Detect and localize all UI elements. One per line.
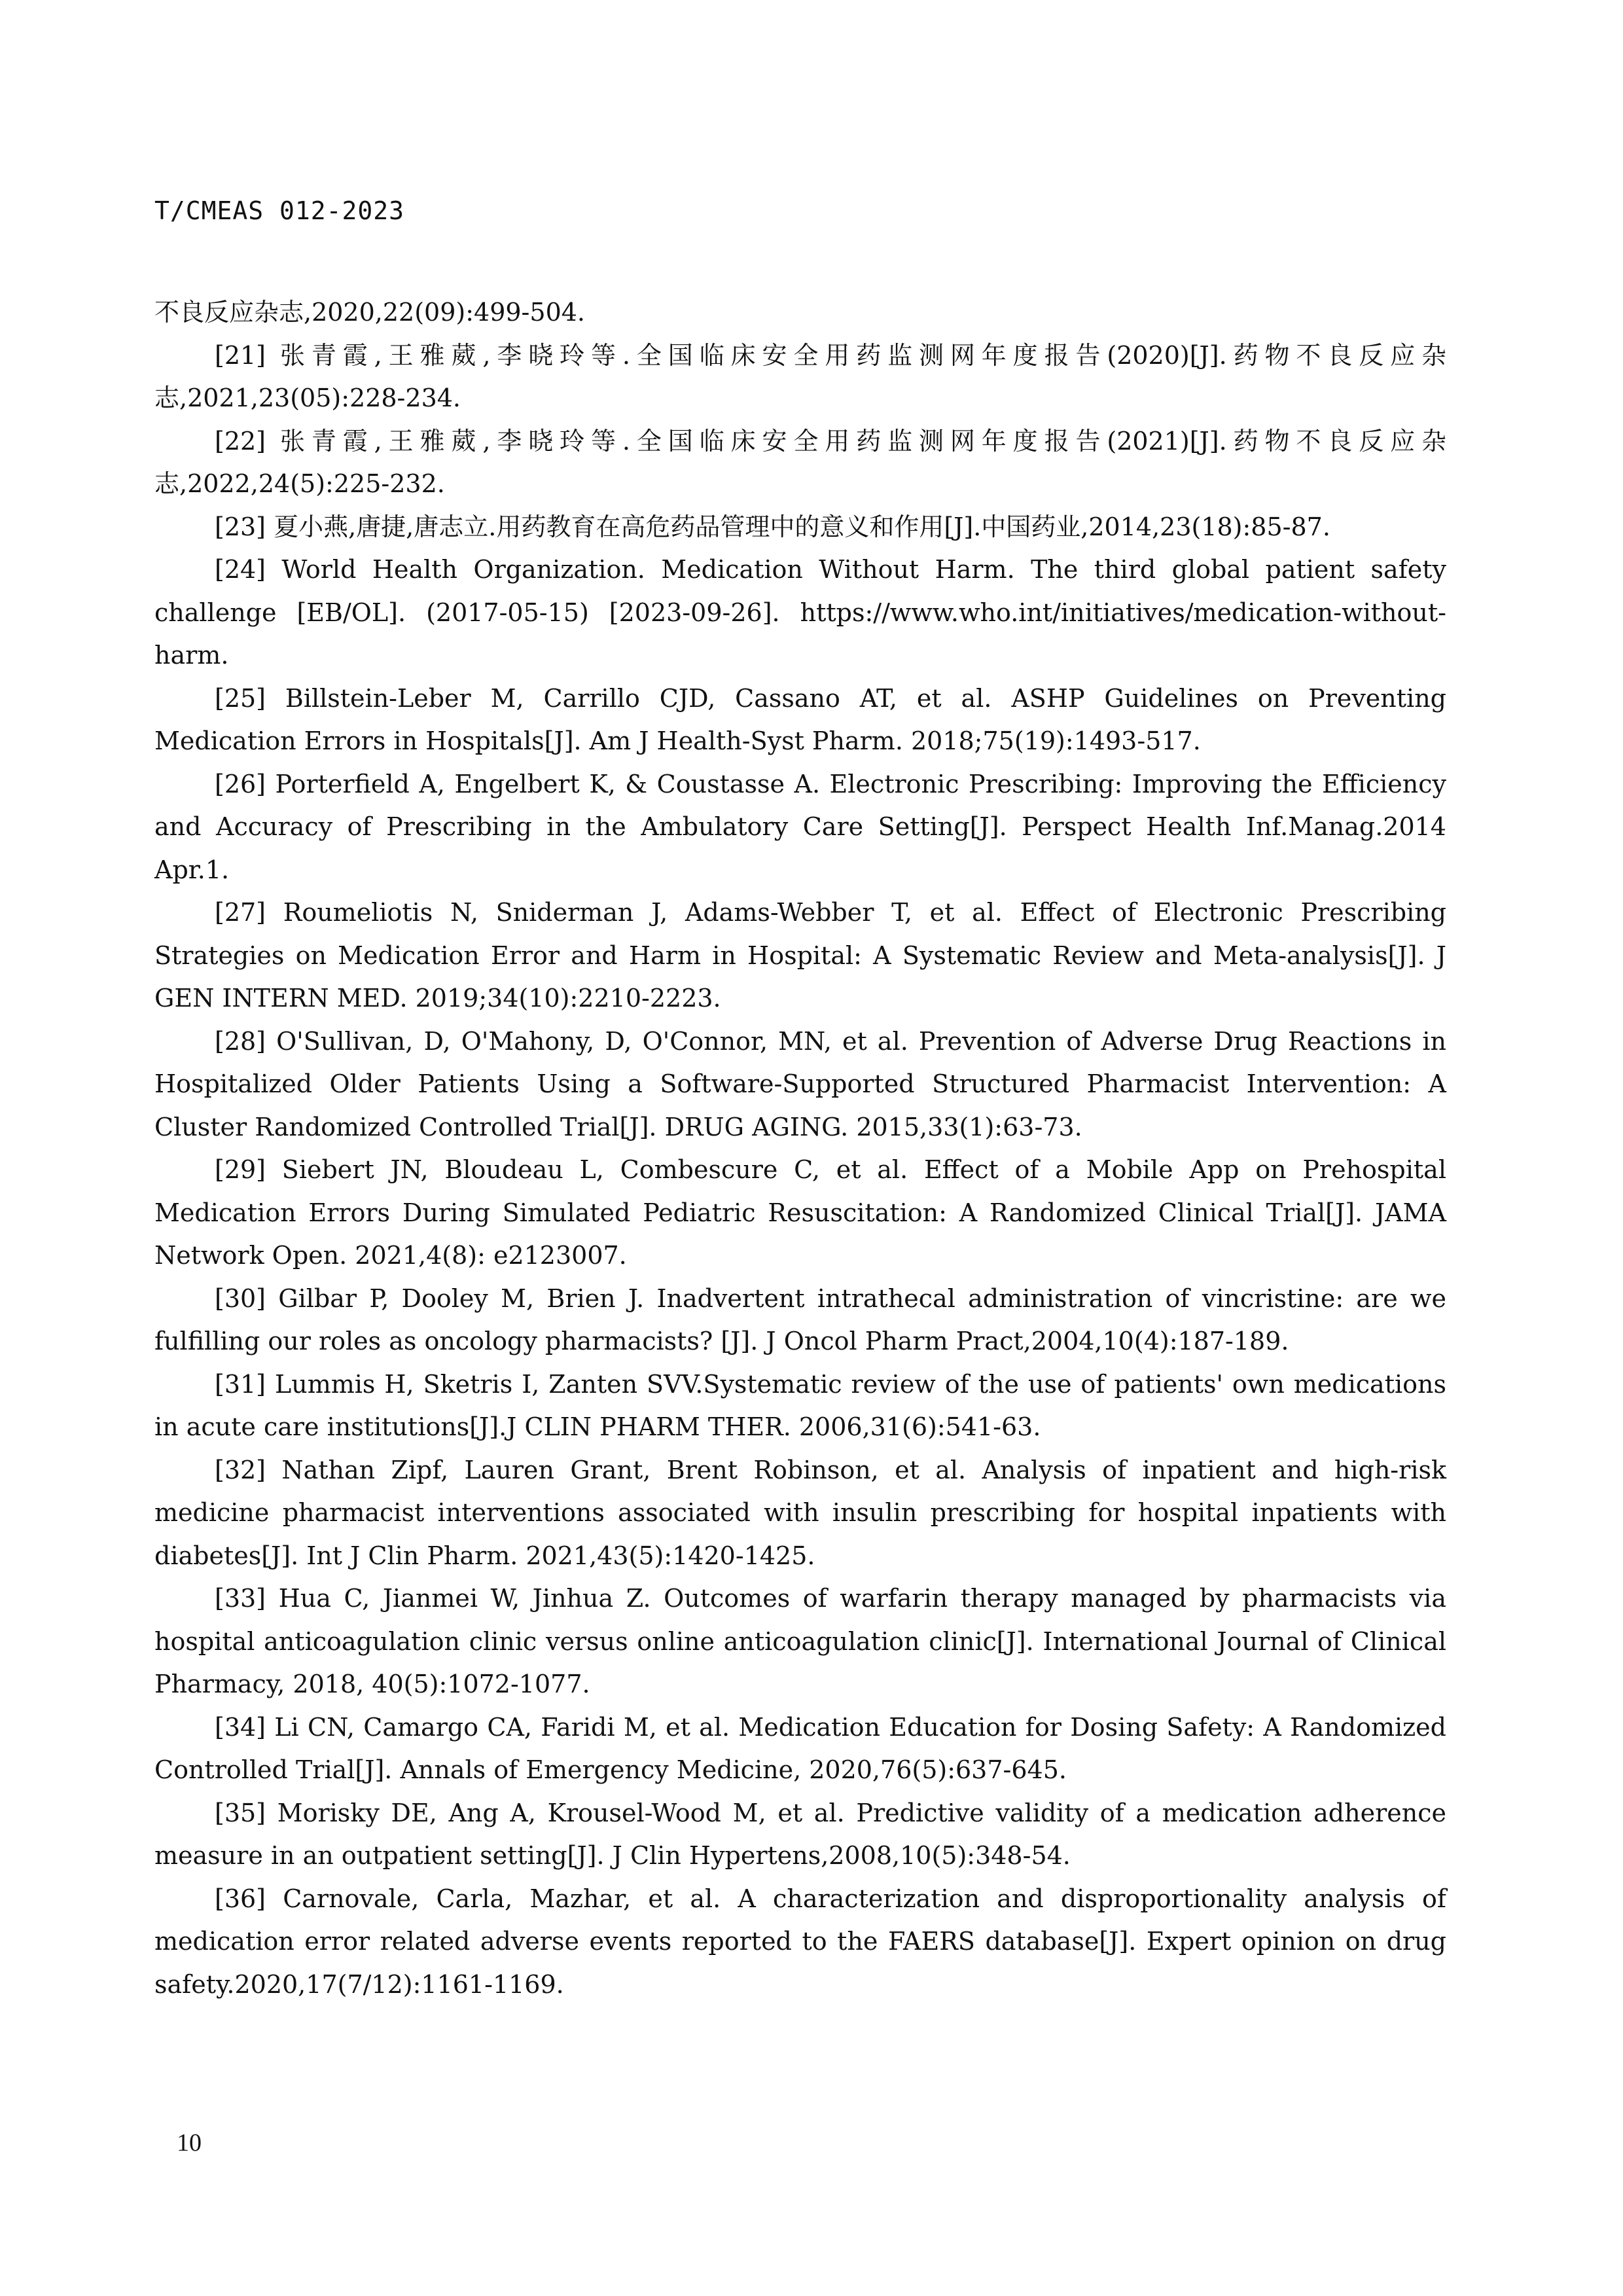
reference-item: [27] Roumeliotis N, Sniderman J, Adams-Webber T, et al. Effect of Electronic Prescribing Strategies on Medication Error and Harm in Hospital: A Systematic Review and Meta-analysis[J]. J GEN INTERN MED. 2019;34(10):2210-2223. xyxy=(154,898,1446,1013)
document-code-header: T/CMEAS 012-2023 xyxy=(154,196,405,225)
reference-item: [29] Siebert JN, Bloudeau L, Combescure C, et al. Effect of a Mobile App on Prehospital Medication Errors During Simulated Pediatric Resuscitation: A Randomized Clinical Trial[J]. JAMA Network Open. 2021,4(8): e2123007. xyxy=(154,1155,1446,1270)
reference-item: [33] Hua C, Jianmei W, Jinhua Z. Outcomes of warfarin therapy managed by pharmacists via hospital anticoagulation clinic versus online anticoagulation clinic[J]. International Journal of Clinical Pharmacy, 2018, 40(5):1072-1077. xyxy=(154,1584,1446,1698)
reference-list xyxy=(154,291,1446,2006)
reference-item: [31] Lummis H, Sketris I, Zanten SVV.Systematic review of the use of patients' own medications in acute care institutions[J].J CLIN PHARM THER. 2006,31(6):541-63. xyxy=(154,1369,1446,1441)
reference-item: 不良反应杂志,2020,22(09):499-504. xyxy=(154,298,586,327)
reference-item: [21] 张青霞,王雅葳,李晓玲等.全国临床安全用药监测网年度报告(2020)[J].药物不良反应杂志,2021,23(05):228-234. xyxy=(154,340,1446,412)
reference-item: [26] Porterfield A, Engelbert K, & Coustasse A. Electronic Prescribing: Improving the Efficiency and Accuracy of Prescribing in the Ambulatory Care Setting[J]. Perspect Health Inf.Manag.2014 Apr.1. xyxy=(154,769,1446,884)
reference-item: [34] Li CN, Camargo CA, Faridi M, et al. Medication Education for Dosing Safety: A Randomized Controlled Trial[J]. Annals of Emergency Medicine, 2020,76(5):637-645. xyxy=(154,1712,1446,1784)
page-number: 10 xyxy=(177,2129,202,2157)
reference-item: [30] Gilbar P, Dooley M, Brien J. Inadvertent intrathecal administration of vincristine: are we fulfilling our roles as oncology pharmacists? [J]. J Oncol Pharm Pract,2004,10(4):187-189. xyxy=(154,1283,1446,1355)
reference-item: [32] Nathan Zipf, Lauren Grant, Brent Robinson, et al. Analysis of inpatient and high-risk medicine pharmacist interventions associated with insulin prescribing for hospital inpatients with diabetes[J]. Int J Clin Pharm. 2021,43(5):1420-1425. xyxy=(154,1455,1446,1570)
reference-item: [25] Billstein-Leber M, Carrillo CJD, Cassano AT, et al. ASHP Guidelines on Preventing Medication Errors in Hospitals[J]. Am J Health-Syst Pharm. 2018;75(19):1493-517. xyxy=(154,683,1446,755)
reference-item: [36] Carnovale, Carla, Mazhar, et al. A characterization and disproportionality analysis of medication error related adverse events reported to the FAERS database[J]. Expert opinion on drug safety.2020,17(7/12):1161-1169. xyxy=(154,1884,1446,1999)
reference-item: [23] 夏小燕,唐捷,唐志立.用药教育在高危药品管理中的意义和作用[J].中国药业,2014,23(18):85-87. xyxy=(215,512,1330,541)
reference-item: [28] O'Sullivan, D, O'Mahony, D, O'Connor, MN, et al. Prevention of Adverse Drug Reactions in Hospitalized Older Patients Using a Software-Supported Structured Pharmacist Intervention: A Cluster Randomized Controlled Trial[J]. DRUG AGING. 2015,33(1):63-73. xyxy=(154,1026,1446,1141)
reference-item: [24] World Health Organization. Medication Without Harm. The third global patient safety challenge [EB/OL]. (2017-05-15) [2023-09-26]. https://www.who.int/initiatives/medication-without-harm. xyxy=(154,555,1446,670)
reference-item: [22] 张青霞,王雅葳,李晓玲等.全国临床安全用药监测网年度报告(2021)[J].药物不良反应杂志,2022,24(5):225-232. xyxy=(154,426,1446,498)
reference-item: [35] Morisky DE, Ang A, Krousel-Wood M, et al. Predictive validity of a medication adherence measure in an outpatient setting[J]. J Clin Hypertens,2008,10(5):348-54. xyxy=(154,1798,1446,1870)
